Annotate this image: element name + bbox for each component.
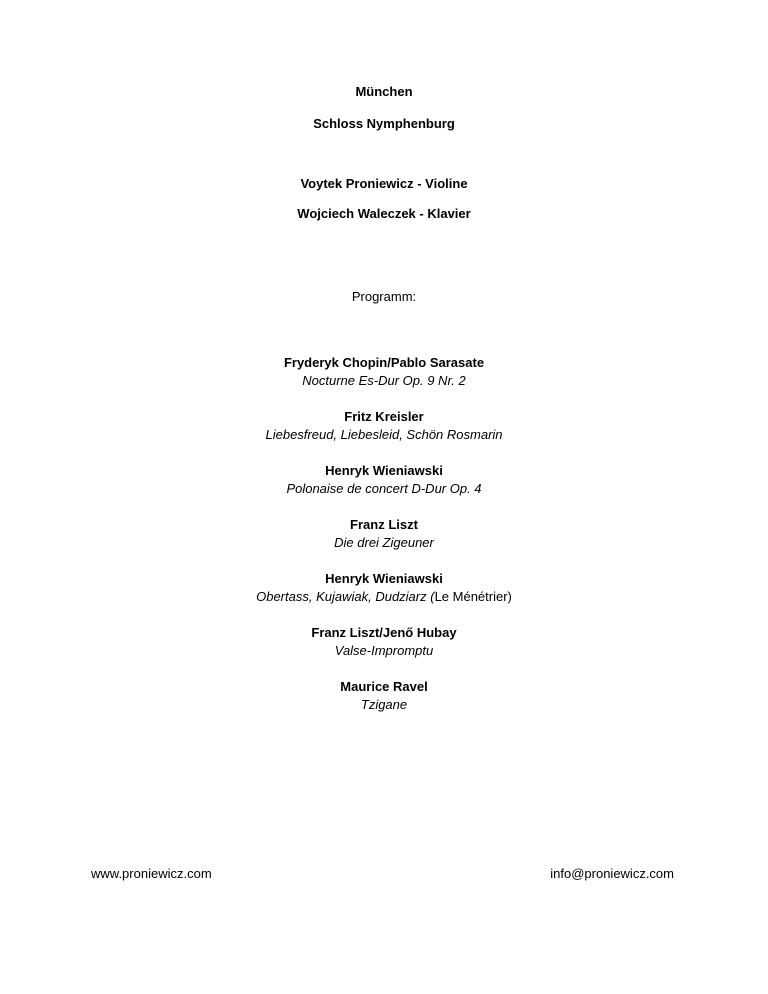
composer: Henryk Wieniawski: [325, 463, 443, 478]
website-link[interactable]: www.proniewicz.com: [91, 866, 212, 881]
work-title: Liebesfreud, Liebesleid, Schön Rosmarin: [265, 427, 503, 442]
work-title-suffix: Le Ménétrier): [434, 589, 512, 604]
work-title: Valse-Impromptu: [334, 643, 434, 658]
composer: Fritz Kreisler: [344, 409, 424, 424]
performer-violin: Voytek Proniewicz - Violine: [300, 176, 468, 191]
work-title: Polonaise de concert D-Dur Op. 4: [286, 481, 482, 496]
work-title: Die drei Zigeuner: [334, 535, 434, 550]
composer: Franz Liszt/Jenő Hubay: [311, 625, 457, 640]
email-link[interactable]: info@proniewicz.com: [550, 866, 674, 881]
program-heading: Programm:: [351, 289, 417, 304]
venue: Schloss Nymphenburg: [313, 116, 455, 131]
composer: Henryk Wieniawski: [325, 571, 443, 586]
composer: Maurice Ravel: [340, 679, 428, 694]
performer-piano: Wojciech Waleczek - Klavier: [297, 206, 471, 221]
work-title: Tzigane: [360, 697, 408, 712]
work-title: Nocturne Es-Dur Op. 9 Nr. 2: [302, 373, 466, 388]
work-title-italic: Obertass, Kujawiak, Dudziarz (: [256, 589, 435, 604]
composer: Fryderyk Chopin/Pablo Sarasate: [283, 355, 485, 370]
composer: Franz Liszt: [350, 517, 418, 532]
city: München: [355, 84, 413, 99]
work-title: [0, 589, 768, 605]
